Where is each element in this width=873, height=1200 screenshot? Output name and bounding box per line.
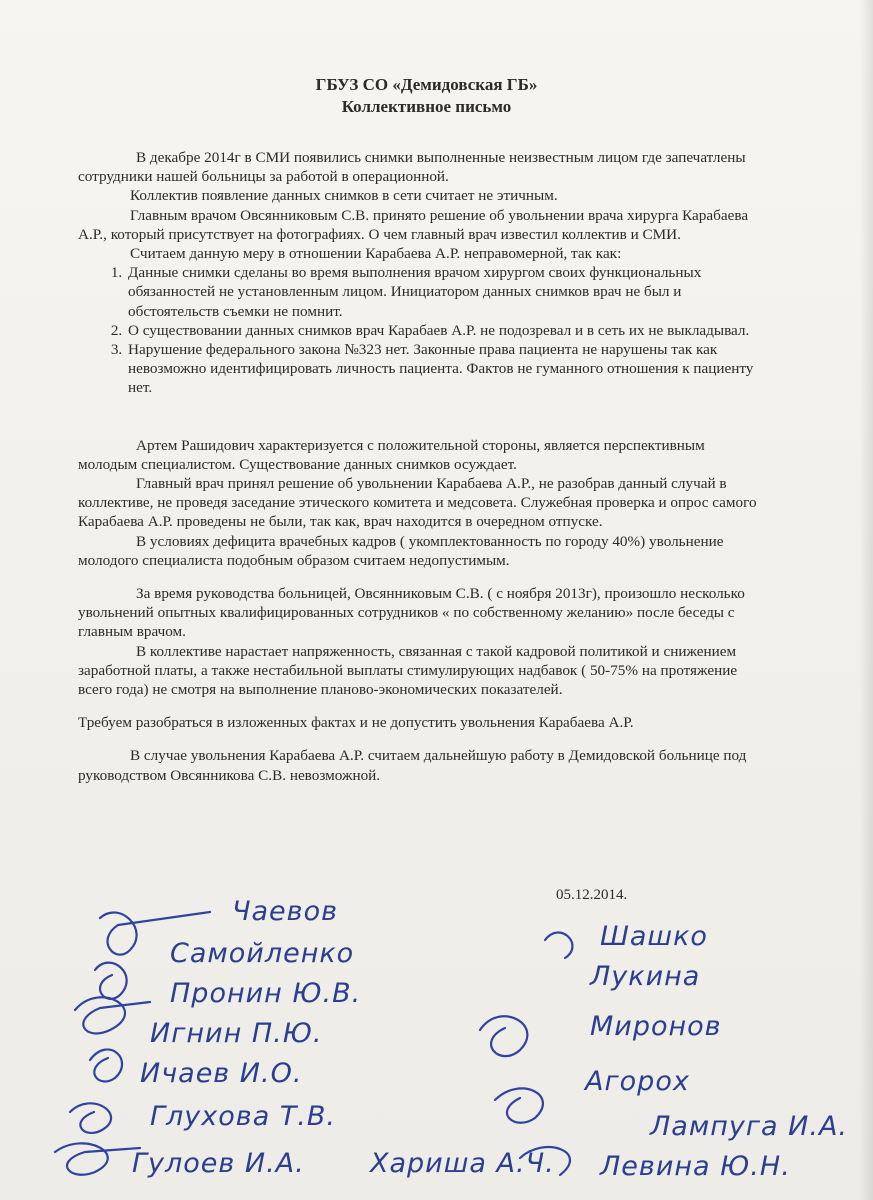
- signature-name: Игнин П.Ю.: [150, 1018, 323, 1049]
- paragraph-ethics: Коллектив появление данных снимков в сети считает не этичным.: [130, 187, 558, 205]
- signature-name: Гулоев И.А.: [132, 1148, 305, 1179]
- paragraph-objection: Считаем данную меру в отношении Карабаева А.Р. неправомерной, так как:: [130, 245, 622, 263]
- document-header: [0, 74, 873, 118]
- document-type-title: Коллективное письмо: [341, 97, 512, 116]
- organization-title: ГБУЗ СО «Демидовская ГБ»: [315, 75, 538, 94]
- signature-flourish: [480, 1016, 527, 1056]
- signature-name: Лукина: [590, 961, 701, 992]
- reason-item: 1. Данные снимки сделаны во время выполнения врачом хирургом своих функциональных обязанностей не установленным лицом. Инициатором данных снимков врач не был и обстоятельств съемки не помнит.: [126, 263, 758, 321]
- signature-name: Левина Ю.Н.: [600, 1151, 791, 1182]
- paragraph-procedure: Главный врач принял решение об увольнении Карабаева А.Р., не разобрав данный случай в коллективе, не проведя заседание этического комитета и медсовета. Служебная проверка и опрос самого Карабаева А.Р. проведены не были, так как, врач находится в очередном отпуске.: [78, 475, 757, 531]
- signature-flourish: [75, 997, 150, 1033]
- paragraph-demand: Требуем разобраться в изложенных фактах и не допустить увольнения Карабаева А.Р.: [78, 714, 634, 732]
- paragraph-staff-shortage: В условиях дефицита врачебных кадров ( укомплектованность по городу 40%) увольнение молодого специалиста подобным образом считаем недопустимым.: [78, 532, 724, 569]
- signature-flourish: [90, 1049, 122, 1081]
- paragraph-tension: В коллективе нарастает напряженность, связанная с такой кадровой политикой и снижением заработной платы, а также нестабильной выплаты стимулирующих надбавок ( 50-75% на протяжение всего года) не смотря на выполнение планово-экономических показателей.: [78, 642, 738, 699]
- signature-flourish: [545, 933, 572, 958]
- signature-name: Чаевов: [232, 896, 339, 927]
- paragraph-conclusion: В случае увольнения Карабаева А.Р. считаем дальнейшую работу в Демидовской больнице под руководством Овсянникова С.В. невозможной.: [78, 747, 747, 784]
- paragraph-leadership: За время руководства больницей, Овсянниковым С.В. ( с ноября 2013г), произошло несколько увольнений опытных квалифицированных сотрудников « по собственному желанию» после беседы с главным врачом.: [78, 585, 745, 641]
- signature-name: Пронин Ю.В.: [170, 978, 362, 1009]
- paragraph-dismissal-decision: Главным врачом Овсянниковым С.В. принято решение об увольнении врача хирурга Карабаева А.Р., который присутствует на фотографиях. О чем главный врач известил коллектив и СМИ.: [78, 206, 749, 243]
- signature-name: Ичаев И.О.: [140, 1058, 303, 1089]
- signature-name: Глухова Т.В.: [150, 1101, 336, 1132]
- signature-flourish: [70, 1103, 111, 1133]
- signature-name: Миронов: [590, 1011, 722, 1042]
- reasons-list: [78, 263, 758, 397]
- signature-name: Лампуга И.А.: [650, 1111, 848, 1142]
- letter-body: [78, 148, 758, 785]
- signature-name: Хариша А.Ч.: [370, 1148, 555, 1179]
- paragraph-characteristic: Артем Рашидович характеризуется с положительной стороны, является перспективным молодым специалистом. Существование данных снимков осуждает.: [78, 436, 705, 473]
- signature-name: Агорох: [585, 1066, 690, 1097]
- signature-flourish: [95, 963, 127, 999]
- signature-flourish: [495, 1088, 543, 1122]
- signature-flourish: [55, 1143, 140, 1174]
- document-date: 05.12.2014.: [556, 887, 628, 903]
- reason-item: 2. О существовании данных снимков врач Карабаев А.Р. не подозревал и в сеть их не выкладывал.: [126, 321, 758, 340]
- reason-item: 3. Нарушение федерального закона №323 нет. Законные права пациента не нарушены так как невозможно идентифицировать личность пациента. Фактов не гуманного отношения к пациенту нет.: [126, 340, 758, 398]
- signatures-area: [0, 890, 873, 1200]
- signature-name: Самойленко: [170, 938, 355, 969]
- signature-name: Шашко: [600, 921, 708, 952]
- paragraph-intro: В декабре 2014г в СМИ появились снимки выполненные неизвестным лицом где запечатлены сотрудники нашей больницы за работой в операционной.: [78, 149, 746, 186]
